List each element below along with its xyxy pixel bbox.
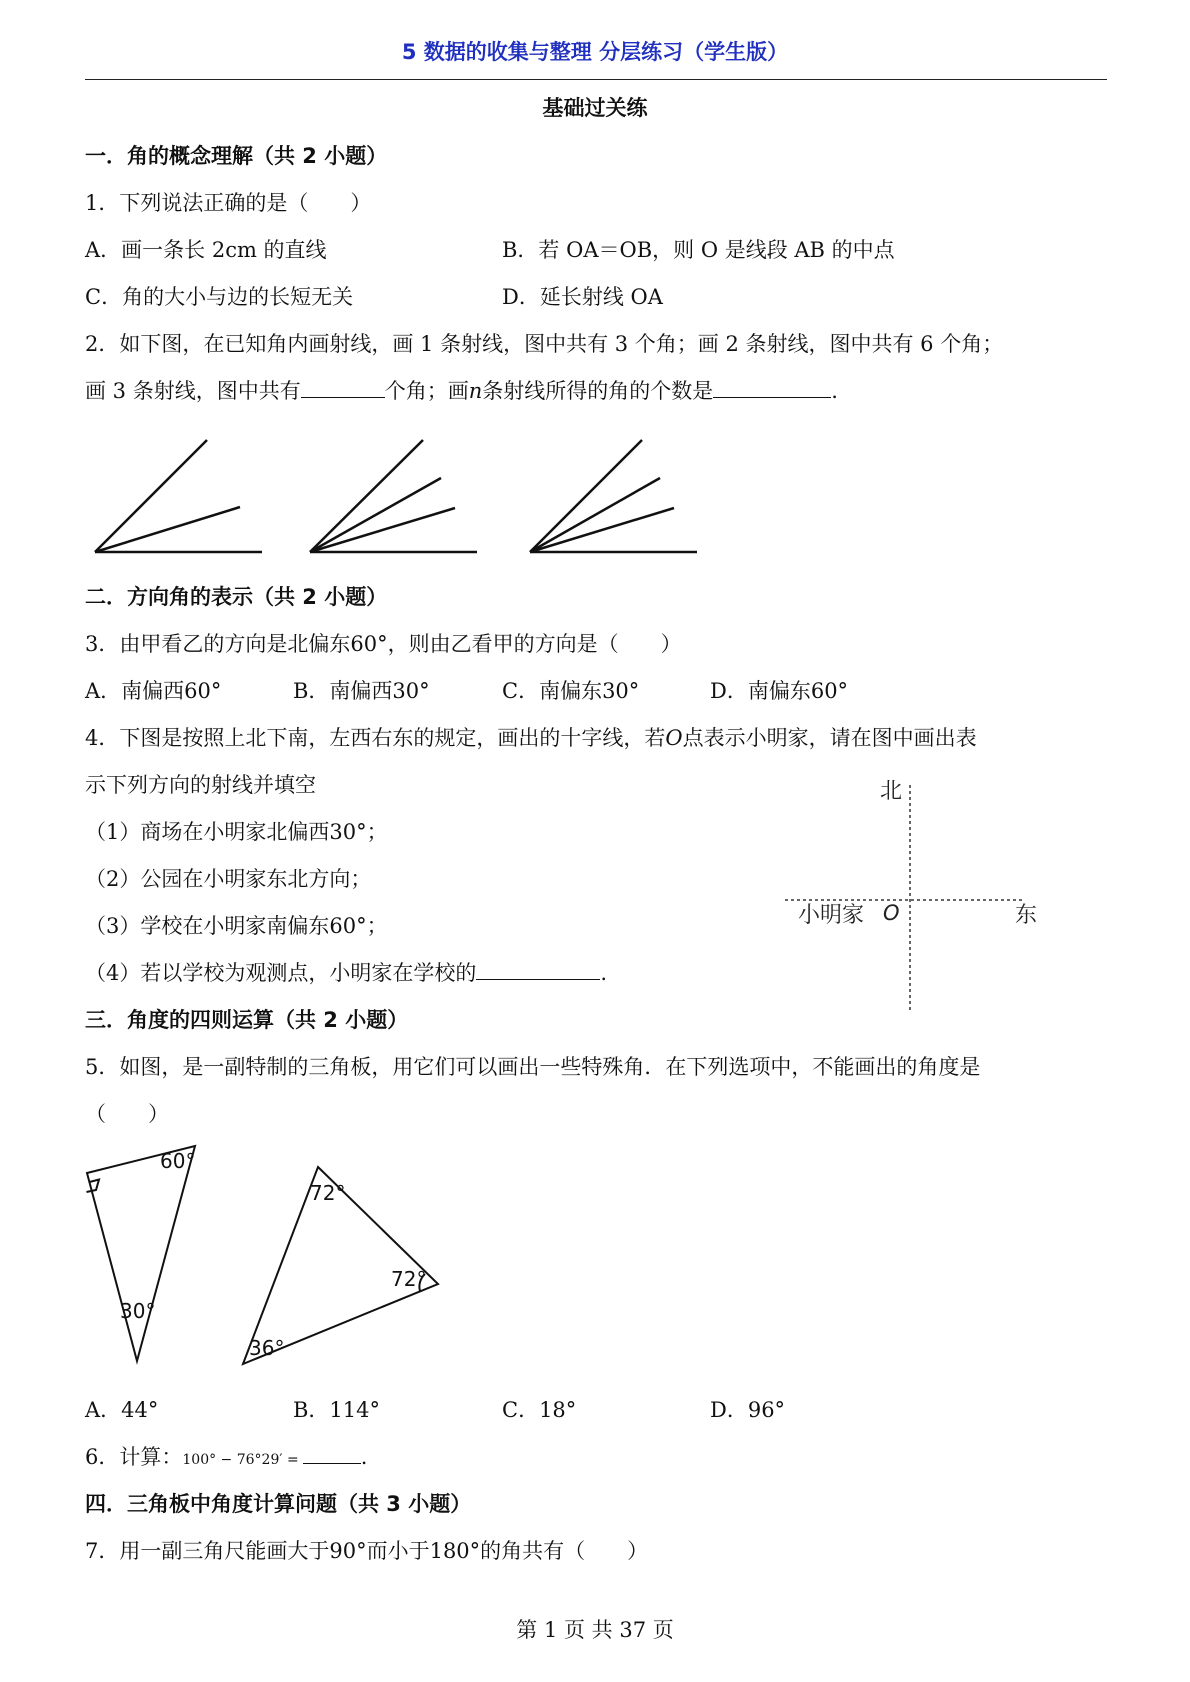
- q5-option-b: B．114°: [293, 1398, 381, 1422]
- q1-option-a: A．画一条长 2cm 的直线: [85, 238, 327, 262]
- angle-label-30: 30°: [120, 1299, 156, 1323]
- q4-point-o: O: [665, 726, 683, 750]
- angle-label-60: 60°: [160, 1149, 196, 1173]
- q7-stem: 7．用一副三角尺能画大于90°而小于180°的角共有（ ）: [85, 1539, 649, 1563]
- q5-option-a: A．44°: [85, 1398, 159, 1422]
- q6-end: .: [360, 1445, 368, 1469]
- document-title: 5 数据的收集与整理 分层练习（学生版）: [401, 40, 789, 64]
- q4-part-1: （1）商场在小明家北偏西30°；: [85, 820, 388, 844]
- q5-option-d: D．96°: [710, 1398, 786, 1422]
- q4-line-2: 示下列方向的射线并填空: [85, 773, 316, 797]
- q2-text-d: .: [831, 379, 838, 403]
- angle-label-72-top: 72°: [310, 1181, 346, 1205]
- q4-text-b: 点表示小明家，请在图中画出表: [682, 726, 977, 750]
- home-label: 小明家: [798, 903, 865, 928]
- q6-expression: 100° − 76°29′ =: [182, 1452, 299, 1468]
- angle-label-72-right: 72°: [391, 1267, 427, 1291]
- q4-part-3: （3）学校在小明家南偏东60°；: [85, 914, 388, 938]
- q4-part-4-text: （4）若以学校为观测点，小明家在学校的: [85, 961, 477, 985]
- q2-text-c: 条射线所得的角的个数是: [482, 379, 714, 403]
- section-heading-3: 三．角度的四则运算（共 2 小题）: [85, 1008, 409, 1032]
- q6-prefix: 6．计算：: [85, 1445, 183, 1469]
- q6-answer-blank[interactable]: [303, 1441, 361, 1464]
- q1-option-d: D．延长射线 OA: [502, 285, 663, 309]
- q3-option-a: A．南偏西60°: [85, 679, 222, 703]
- q2-line-1: 2．如下图，在已知角内画射线，画 1 条射线，图中共有 3 个角；画 2 条射线，图中共有 6 个角；: [85, 332, 1004, 356]
- q2-variable-n: n: [468, 379, 483, 403]
- section-heading-2: 二．方向角的表示（共 2 小题）: [85, 585, 388, 609]
- q3-stem: 3．由甲看乙的方向是北偏东60°，则由乙看甲的方向是（ ）: [85, 632, 682, 656]
- q6-line: [85, 1441, 367, 1471]
- q5-line-1: 5．如图，是一副特制的三角板，用它们可以画出一些特殊角．在下列选项中，不能画出的角度是: [85, 1055, 981, 1079]
- q1-option-b: B．若 OA＝OB，则 O 是线段 AB 的中点: [502, 238, 895, 262]
- section-heading-1: 一．角的概念理解（共 2 小题）: [85, 144, 388, 168]
- page-footer: 第 1 页 共 37 页: [516, 1618, 674, 1642]
- q3-option-c: C．南偏东30°: [502, 679, 640, 703]
- q2-text-b: 个角；画: [384, 379, 469, 403]
- q2-text-a: 画 3 条射线，图中共有: [85, 379, 301, 403]
- q3-option-d: D．南偏东60°: [710, 679, 849, 703]
- q3-option-b: B．南偏西30°: [293, 679, 430, 703]
- q1-stem: 1．下列说法正确的是（ ）: [85, 191, 372, 215]
- right-triangle: [87, 1146, 195, 1361]
- q4-part-2: （2）公园在小明家东北方向；: [85, 867, 372, 891]
- east-label: 东: [1015, 903, 1038, 928]
- subtitle: 基础过关练: [542, 96, 648, 120]
- q1-option-c: C．角的大小与边的长短无关: [85, 285, 354, 309]
- angle-label-36: 36°: [249, 1336, 285, 1360]
- origin-label: O: [883, 901, 900, 925]
- q5-option-c: C．18°: [502, 1398, 577, 1422]
- q4-part-4-end: .: [600, 961, 608, 985]
- q5-line-2: （ ）: [85, 1102, 169, 1126]
- section-heading-4: 四．三角板中角度计算问题（共 3 小题）: [85, 1492, 472, 1516]
- north-label: 北: [880, 779, 903, 804]
- q4-text-a: 4．下图是按照上北下南，左西右东的规定，画出的十字线，若: [85, 726, 666, 750]
